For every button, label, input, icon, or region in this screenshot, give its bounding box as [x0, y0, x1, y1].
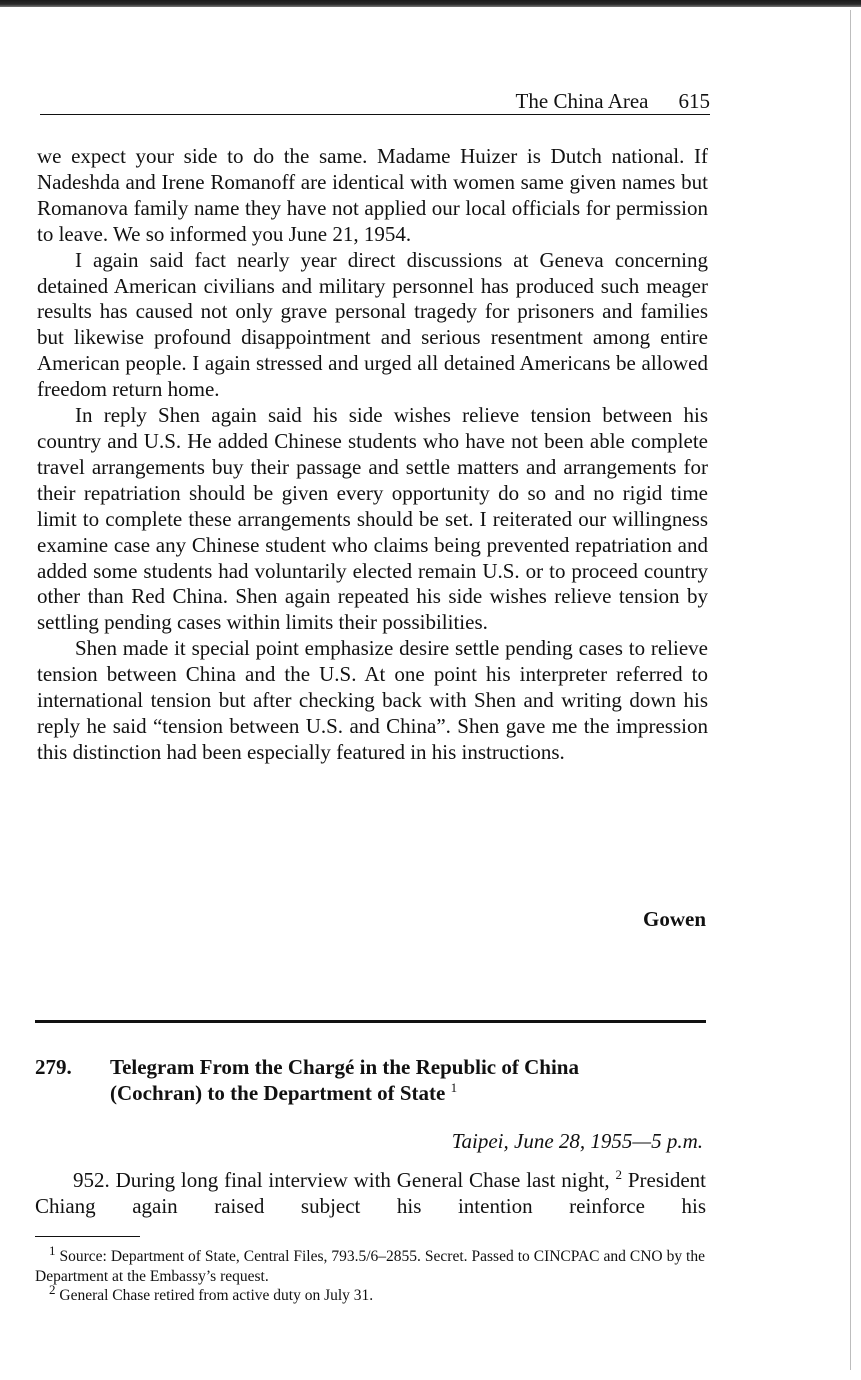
- document-title-text: Telegram From the Chargé in the Republic of China (Cochran) to the Department of State: [110, 1055, 579, 1105]
- footnote-2: [35, 1281, 705, 1306]
- body-text: [37, 144, 708, 766]
- footnote-ref-1: 1: [450, 1080, 458, 1095]
- paragraph-1: we expect your side to do the same. Madame Huizer is Dutch national. If Nadeshda and Irene Romanoff are identical with women same given names but Romanova family name they have not applied our local officials for permission to leave. We so informed you June 21, 1954.: [37, 144, 708, 246]
- telegram-body-start: 952. During long final interview with General Chase last night,: [73, 1168, 610, 1192]
- footnote-ref-2: 2: [615, 1167, 622, 1182]
- telegram-body: [35, 1168, 706, 1220]
- scan-top-edge: [0, 0, 861, 7]
- scan-right-edge: [850, 10, 851, 1370]
- telegram-body-rest: President Chiang again raised subject his intention reinforce his: [35, 1168, 706, 1218]
- running-title: The China Area: [515, 89, 649, 113]
- document-title: [110, 1054, 670, 1106]
- footnote-1-text: Source: Department of State, Central Files, 793.5/6–2855. Secret. Passed to CINCPAC and CNO by the Department at the Embassy’s request.: [35, 1248, 705, 1285]
- section-divider: [35, 1020, 706, 1023]
- signature: Gowen: [643, 907, 706, 931]
- footnote-2-text: General Chase retired from active duty on July 31.: [59, 1287, 374, 1304]
- running-head: [40, 88, 710, 115]
- footnote-1-mark: 1: [49, 1242, 56, 1258]
- footnote-1: [35, 1242, 705, 1286]
- footnote-2-mark: 2: [49, 1281, 56, 1297]
- paragraph-4: Shen made it special point emphasize desire settle pending cases to relieve tension between China and the U.S. At one point his interpreter referred to international tension but after checking back with Shen and writing down his reply he said “tension between U.S. and China”. Shen gave me the impression this distinction had been especially featured in his instructions.: [37, 636, 708, 764]
- page-number: 615: [678, 89, 710, 113]
- document-number: 279.: [35, 1055, 72, 1079]
- dateline: Taipei, June 28, 1955—5 p.m.: [451, 1129, 703, 1153]
- footnote-rule: [35, 1236, 140, 1237]
- paragraph-2: I again said fact nearly year direct discussions at Geneva concerning detained American civilians and military personnel has produced such meager results has caused not only grave personal tragedy for prisoners and families but likewise profound disappointment and serious resentment among entire American people. I again stressed and urged all detained Americans be allowed freedom return home.: [37, 247, 708, 402]
- paragraph-3: In reply Shen again said his side wishes relieve tension between his country and U.S. He added Chinese students who have not been able complete travel arrangements buy their passage and settle matters and arrangements for their repatriation should be given every opportunity do so and no rigid time limit to complete these arrangements should be set. I reiterated our willingness examine case any Chinese student who claims being prevented repatriation and added some students had voluntarily elected remain U.S. or to proceed country other than Red China. Shen again repeated his side wishes relieve tension by settling pending cases within limits their possibilities.: [37, 403, 708, 635]
